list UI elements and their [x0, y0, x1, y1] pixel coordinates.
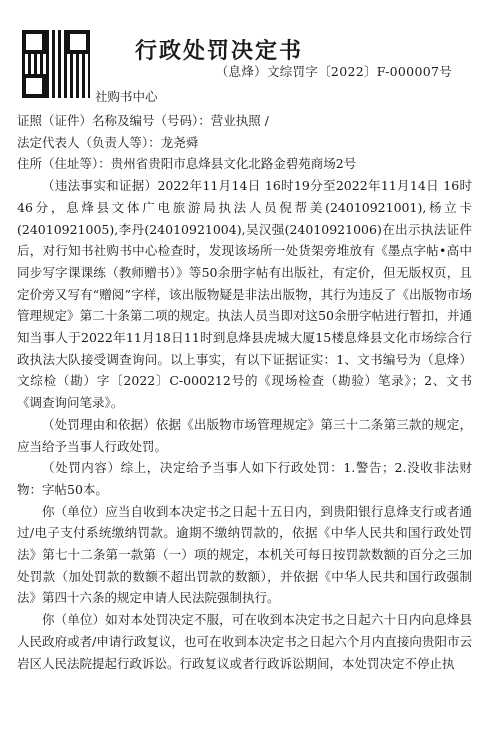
legal-representative-line: 法定代表人（负责人等）：龙尧舜 — [17, 134, 199, 150]
document-number: （息烽）文综罚字〔2022〕F-000007号 — [215, 64, 452, 79]
address-line: 住所（住址等）：贵州省贵阳市息烽县文化北路金碧苑商场2号 — [17, 156, 357, 172]
license-line: 证照（证件）名称及编号（号码）：营业执照 / — [17, 113, 269, 128]
document-body — [17, 110, 472, 674]
paragraph-appeal: 你（单位）如对本处罚决定不服，可在收到本决定书之日起六十日内向息烽县人民政府或者/申请行政复议，也可在收到本决定书之日起六个月内直接向贵阳市云岩区人民法院提起行政诉讼。行政复议或者行政诉讼期间，本处罚决定不停止执 — [17, 612, 472, 671]
paragraph-penalty: （处罚内容）综上，决定给予当事人如下行政处罚：1.警告；2.没收非法财物：字帖50本。 — [17, 460, 472, 497]
paragraph-basis: （处罚理由和依据）依据《出版物市场管理规定》第三十二条第三款的规定，应当给予当事人行政处罚。 — [17, 416, 472, 454]
paragraph-payment: 你（单位）应当自收到本决定书之日起十五日内，到贵阳银行息烽支行或者通过/电子支付系统缴纳罚款。逾期不缴纳罚款的，依据《中华人民共和国行政处罚法》第七十二条第一款第（一）项的规定，本机关可每日按罚款数额的百分之三加处罚款（加处罚款的数额不超出罚款的数额），并依据《中华人民共和国行政强制法》第四十六条的规定申请人民法院强制执行。 — [17, 503, 472, 606]
document-title: 行政处罚决定书 — [135, 38, 304, 64]
paragraph-facts: （违法事实和证据）2022年11月14日 16时19分至2022年11月14日 16时46分，息烽县文体广电旅游局执法人员倪帮美(24010921001),杨立卡(24010921005),李丹(24010921004),吴汉强(24010921006)在出示执法证件后，对行知书社购书中心检查时，发现该场所一处货架旁堆放有《墨点字帖•高中同步写字课课练（教师赠书）》等50余册字帖有出版社，有定价，但无版权页，且定价旁又写有“赠阅”字样，该出版物疑是非法出版物，其行为违反了《出版物市场管理规定》第二十条第二项的规定。执法人员当即对这50余册字帖进行暂扣，并通知当事人于2022年11月18日11时到息烽县虎城大厦15楼息烽县文化市场综合行政执法大队接受调查询问。以上事实，有以下证据证实：1、文书编号为（息烽）文综检（勘）字〔2022〕C-000212号的《现场检查（勘验）笔录》；2、文书《调查询问笔录》。 — [17, 178, 472, 411]
qr-code — [22, 30, 90, 98]
party-name: 社购书中心 — [95, 89, 158, 104]
